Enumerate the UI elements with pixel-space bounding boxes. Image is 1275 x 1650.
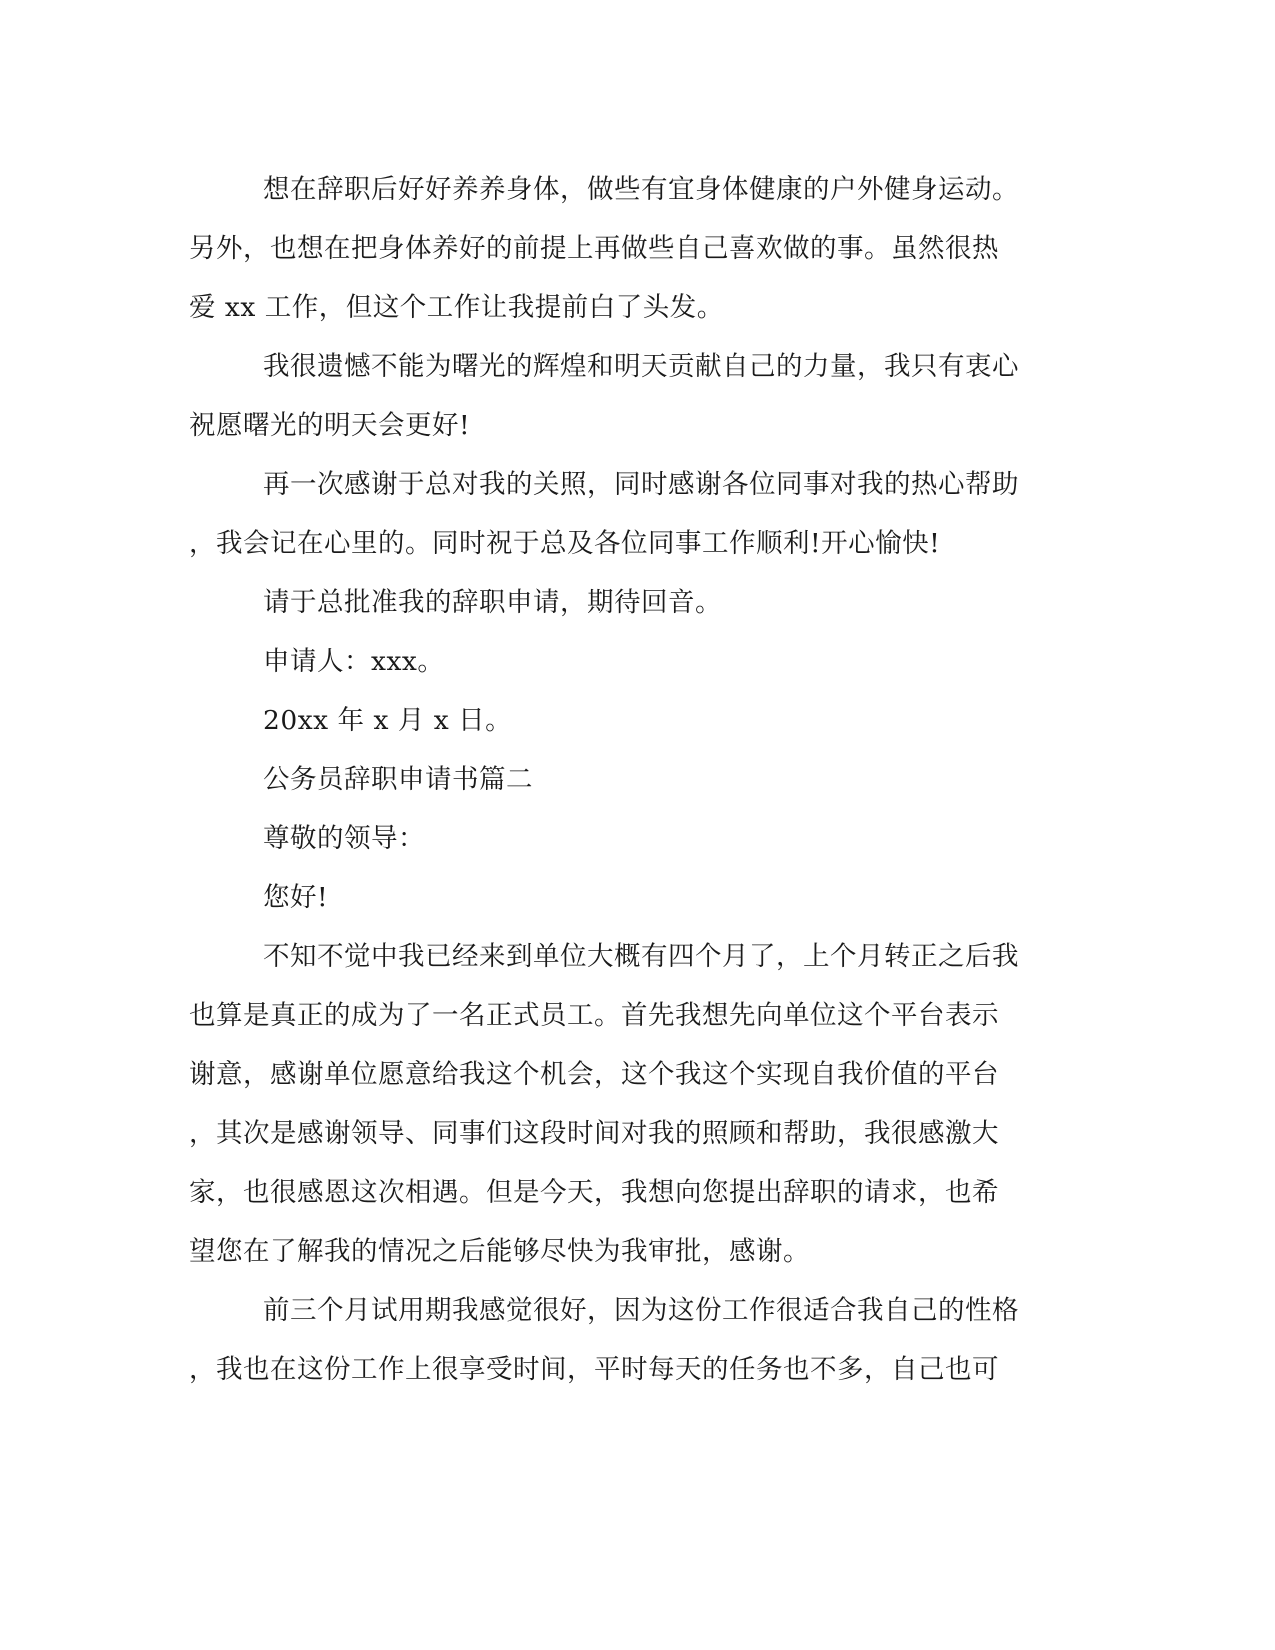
text-line: 祝愿曙光的明天会更好!: [189, 410, 471, 441]
text-line: 望您在了解我的情况之后能够尽快为我审批，感谢。: [189, 1236, 810, 1267]
text-line: 前三个月试用期我感觉很好，因为这份工作很适合我自己的性格: [263, 1295, 1019, 1326]
text-line: 也算是真正的成为了一名正式员工。首先我想先向单位这个平台表示: [189, 1000, 999, 1031]
text-line: 不知不觉中我已经来到单位大概有四个月了，上个月转正之后我: [263, 941, 1019, 972]
text-line: 家，也很感恩这次相遇。但是今天，我想向您提出辞职的请求，也希: [189, 1177, 999, 1208]
date-line: 20xx 年 x 月 x 日。: [263, 705, 513, 736]
text-line: ，我会记在心里的。同时祝于总及各位同事工作顺利!开心愉快!: [189, 528, 941, 559]
document-body: [189, 160, 1079, 1399]
text-line: 再一次感谢于总对我的关照，同时感谢各位同事对我的热心帮助: [263, 469, 1019, 500]
text-line: ，其次是感谢领导、同事们这段时间对我的照顾和帮助，我很感激大: [189, 1118, 999, 1149]
greeting: 您好!: [263, 882, 329, 913]
text-line: 想在辞职后好好养养身体，做些有宜身体健康的户外健身运动。: [263, 174, 1019, 205]
salutation: 尊敬的领导：: [263, 823, 425, 854]
text-line: 请于总批准我的辞职申请，期待回音。: [263, 587, 722, 618]
section-title: 公务员辞职申请书篇二: [263, 764, 533, 795]
text-line: 我很遗憾不能为曙光的辉煌和明天贡献自己的力量，我只有衷心: [263, 351, 1019, 382]
text-line: 爱 xx 工作，但这个工作让我提前白了头发。: [189, 292, 724, 323]
text-line: ，我也在这份工作上很享受时间，平时每天的任务也不多，自己也可: [189, 1354, 999, 1385]
text-line: 谢意，感谢单位愿意给我这个机会，这个我这个实现自我价值的平台: [189, 1059, 999, 1090]
applicant-line: 申请人：xxx。: [263, 646, 445, 677]
text-line: 另外，也想在把身体养好的前提上再做些自己喜欢做的事。虽然很热: [189, 233, 999, 264]
